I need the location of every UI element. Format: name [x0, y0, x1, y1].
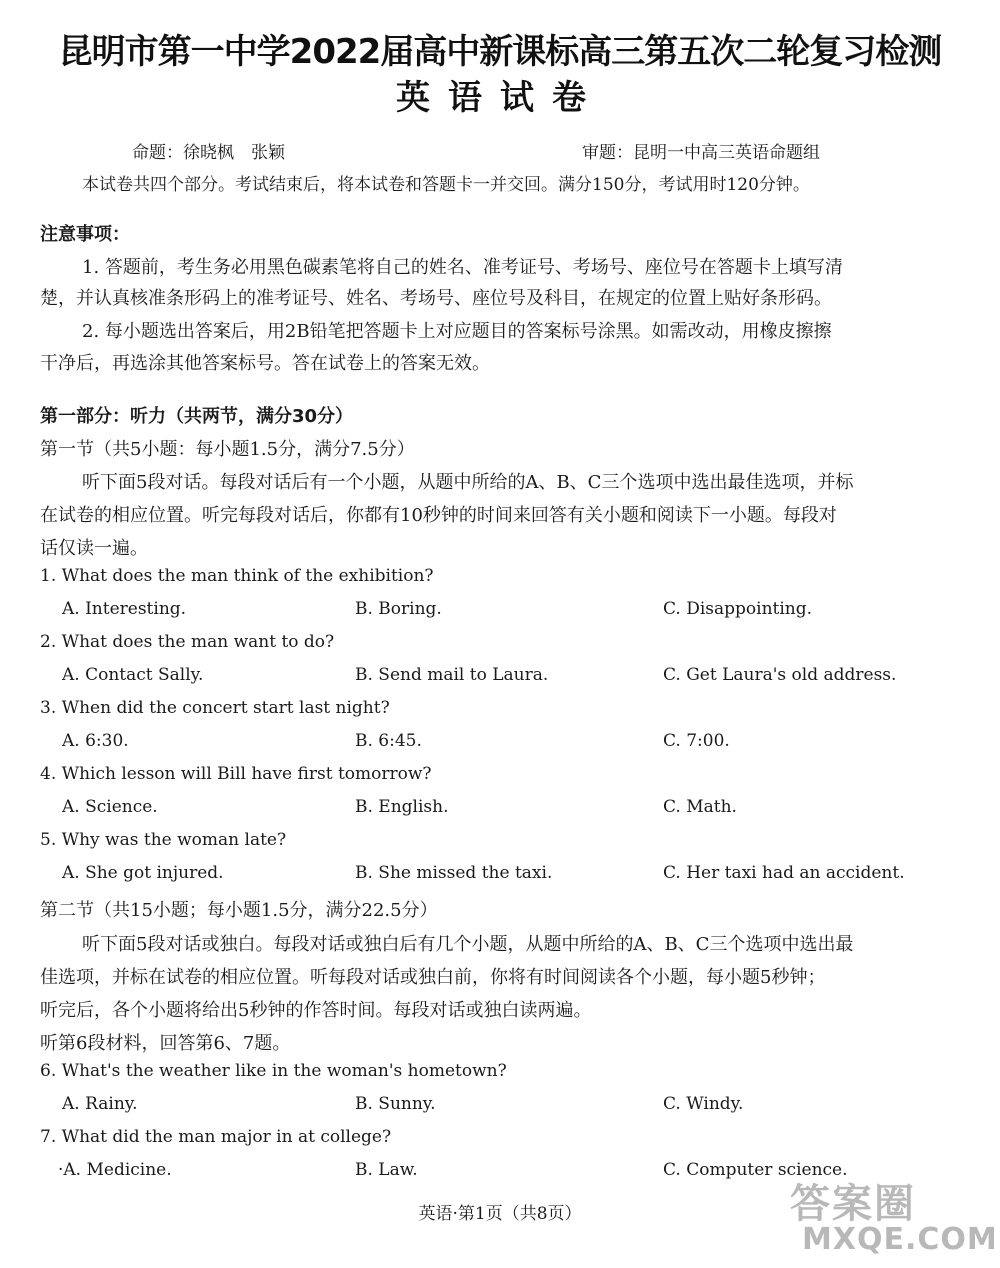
question-6-stem: 6. What's the weather like in the woman's hometown?: [40, 1061, 507, 1081]
section2-instruction-1: 听下面5段对话或独白。每段对话或独白后有几个小题，从题中所给的A、B、C三个选项中选出最: [82, 934, 854, 955]
question-3-option-a: A. 6:30.: [62, 731, 129, 751]
question-2-option-b: B. Send mail to Laura.: [355, 665, 549, 685]
reviewer-line: 审题：昆明一中高三英语命题组: [582, 143, 820, 163]
exam-title: 昆明市第一中学2022届高中新课标高三第五次二轮复习检测: [58, 32, 942, 72]
question-2-option-c: C. Get Laura's old address.: [663, 665, 897, 685]
section2-instruction-2: 佳选项，并标在试卷的相应位置。听每段对话或独白前，你将有时间阅读各个小题，每小题5秒钟；: [40, 967, 826, 988]
question-7-option-c: C. Computer science.: [663, 1160, 848, 1180]
notice-item-2-line-2: 干净后，再选涂其他答案标号。答在试卷上的答案无效。: [40, 353, 490, 374]
question-7-stem: 7. What did the man major in at college?: [40, 1127, 392, 1147]
question-1-stem: 1. What does the man think of the exhibition?: [40, 566, 434, 586]
question-2-option-a: A. Contact Sally.: [62, 665, 204, 685]
page-footer: 英语·第1页（共8页）: [418, 1204, 582, 1224]
question-3-option-b: B. 6:45.: [355, 731, 422, 751]
notice-item-2-line-1: 2. 每小题选出答案后，用2B铅笔把答题卡上对应题目的答案标号涂黑。如需改动，用橡皮擦擦: [82, 321, 832, 342]
question-1-option-c: C. Disappointing.: [663, 599, 813, 619]
question-6-option-c: C. Windy.: [663, 1094, 744, 1114]
section2-heading: 第二节（共15小题；每小题1.5分，满分22.5分）: [40, 900, 438, 921]
intro-line: 本试卷共四个部分。考试结束后，将本试卷和答题卡一并交回。满分150分，考试用时120分钟。: [82, 175, 810, 195]
notice-item-1-line-2: 楚，并认真核准条形码上的准考证号、姓名、考场号、座位号及科目，在规定的位置上贴好条形码。: [40, 288, 832, 309]
question-4-stem: 4. Which lesson will Bill have first tomorrow?: [40, 764, 432, 784]
part1-heading: 第一部分：听力（共两节，满分30分）: [40, 406, 354, 427]
question-5-option-c: C. Her taxi had an accident.: [663, 863, 905, 883]
notice-heading: 注意事项：: [40, 224, 130, 245]
question-4-option-b: B. English.: [355, 797, 449, 817]
question-6-option-a: A. Rainy.: [62, 1094, 138, 1114]
question-1-option-a: A. Interesting.: [62, 599, 187, 619]
watermark-logo: [790, 1172, 998, 1262]
question-4-option-c: C. Math.: [663, 797, 737, 817]
question-5-option-a: A. She got injured.: [62, 863, 224, 883]
notice-item-1-line-1: 1. 答题前，考生务必用黑色碳素笔将自己的姓名、准考证号、考场号、座位号在答题卡上填写清: [82, 257, 843, 278]
question-7-option-b: B. Law.: [355, 1160, 418, 1180]
question-7-option-a: ·A. Medicine.: [58, 1160, 172, 1180]
question-4-option-a: A. Science.: [62, 797, 158, 817]
section1-instruction-3: 话仅读一遍。: [40, 538, 148, 559]
question-1-option-b: B. Boring.: [355, 599, 442, 619]
material-6-note: 听第6段材料，回答第6、7题。: [40, 1033, 291, 1054]
question-5-option-b: B. She missed the taxi.: [355, 863, 553, 883]
section1-heading: 第一节（共5小题：每小题1.5分，满分7.5分）: [40, 439, 415, 460]
watermark-bottom-text: MXQE.COM: [802, 1222, 998, 1257]
question-5-stem: 5. Why was the woman late?: [40, 830, 287, 850]
exam-subject-title: 英语试卷: [396, 78, 604, 118]
question-2-stem: 2. What does the man want to do?: [40, 632, 335, 652]
section1-instruction-1: 听下面5段对话。每段对话后有一个小题，从题中所给的A、B、C三个选项中选出最佳选项，并标: [82, 472, 854, 493]
section1-instruction-2: 在试卷的相应位置。听完每段对话后，你都有10秒钟的时间来回答有关小题和阅读下一小题。每段对: [40, 505, 837, 526]
author-line: 命题：徐晓枫 张颖: [132, 143, 285, 163]
section2-instruction-3: 听完后，各个小题将给出5秒钟的作答时间。每段对话或独白读两遍。: [40, 1000, 592, 1021]
question-3-option-c: C. 7:00.: [663, 731, 730, 751]
question-6-option-b: B. Sunny.: [355, 1094, 436, 1114]
question-3-stem: 3. When did the concert start last night?: [40, 698, 390, 718]
watermark-top-text: 答案圈: [790, 1181, 916, 1227]
